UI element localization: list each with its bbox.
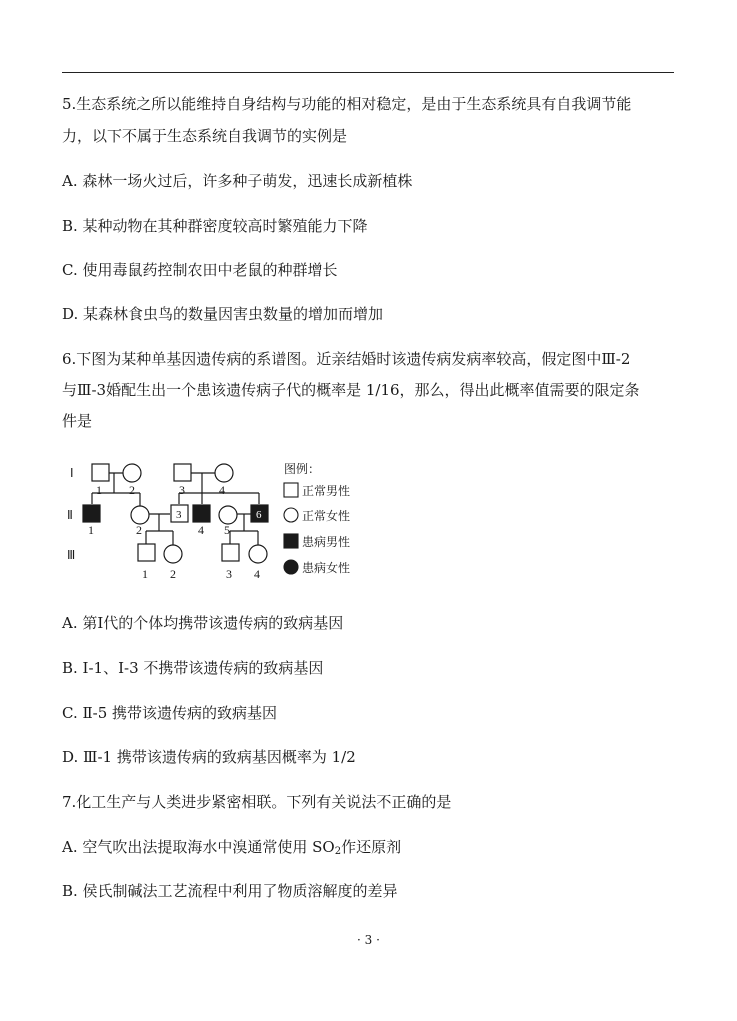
q6-stem-line2: 与Ⅲ-3婚配生出一个患该遗传病子代的概率是 1/16，那么，得出此概率值需要的限定条 [62, 381, 640, 399]
q5-option-a: A. 森林一场火过后，许多种子萌发，迅速长成新植株 [62, 172, 413, 190]
legend-affected-female-label: 患病女性 [302, 561, 351, 575]
pedigree-gen-label: Ⅲ [67, 548, 76, 562]
pedigree-i2-normal-female [123, 464, 141, 482]
pedigree-ii1-affected-male [83, 505, 100, 522]
pedigree-number: 4 [254, 567, 260, 581]
q7-option-b: B. 侯氏制碱法工艺流程中利用了物质溶解度的差异 [62, 882, 398, 900]
q6-stem-line3: 件是 [62, 412, 93, 430]
pedigree-number: 5 [224, 523, 230, 537]
q5-option-d: D. 某森林食虫鸟的数量因害虫数量的增加而增加 [62, 305, 384, 323]
pedigree-gen-label: Ⅰ [70, 466, 74, 480]
q7-option-a-text: A. 空气吹出法提取海水中溴通常使用 SO [62, 838, 335, 856]
legend-affected-female-symbol [284, 560, 298, 574]
pedigree-i3-normal-male [174, 464, 191, 481]
pedigree-ii4-affected-male [193, 505, 210, 522]
pedigree-iii2-normal-female [164, 545, 182, 563]
pedigree-ii2-normal-female [131, 506, 149, 524]
pedigree-number: 1 [96, 483, 102, 497]
q5-stem-line2: 力，以下不属于生态系统自我调节的实例是 [62, 127, 348, 145]
q6-option-c: C. Ⅱ-5 携带该遗传病的致病基因 [62, 704, 278, 722]
pedigree-iii3-normal-male [222, 544, 239, 561]
q6-option-a: A. 第Ⅰ代的个体均携带该遗传病的致病基因 [62, 614, 344, 632]
q5-option-c: C. 使用毒鼠药控制农田中老鼠的种群增长 [62, 261, 338, 279]
pedigree-number: 2 [170, 567, 176, 581]
pedigree-number: 3 [179, 483, 185, 497]
pedigree-number: 4 [198, 523, 204, 537]
q5-option-b: B. 某种动物在其种群密度较高时繁殖能力下降 [62, 217, 368, 235]
q7-option-a-tail: 作还原剂 [341, 838, 402, 856]
pedigree-number: 1 [88, 523, 94, 537]
q7-stem: 7.化工生产与人类进步紧密相联。下列有关说法不正确的是 [62, 793, 452, 811]
pedigree-ii5-normal-female [219, 506, 237, 524]
pedigree-number: 6 [256, 509, 262, 521]
pedigree-number: 4 [219, 483, 225, 497]
legend-normal-male-symbol [284, 483, 298, 497]
pedigree-number: 1 [142, 567, 148, 581]
pedigree-i4-normal-female [215, 464, 233, 482]
q6-option-d: D. Ⅲ-1 携带该遗传病的致病基因概率为 1/2 [62, 748, 356, 766]
page-number: · 3 · [357, 933, 380, 947]
header-rule [62, 72, 674, 73]
pedigree-number: 2 [129, 483, 135, 497]
q7-option-a-subscript: 2 [334, 846, 342, 857]
legend-affected-male-symbol [284, 534, 298, 548]
pedigree-number: 2 [136, 523, 142, 537]
legend-title: 图例： [284, 462, 321, 476]
q5-stem-line1: 5.生态系统之所以能维持自身结构与功能的相对稳定，是由于生态系统具有自我调节能 [62, 95, 632, 113]
pedigree-i1-normal-male [92, 464, 109, 481]
q7-option-a [62, 837, 401, 862]
legend-normal-female-label: 正常女性 [302, 509, 351, 523]
q6-option-b: B. Ⅰ-1、Ⅰ-3 不携带该遗传病的致病基因 [62, 659, 324, 677]
legend-normal-male-label: 正常男性 [302, 484, 351, 498]
pedigree-number: 3 [226, 567, 232, 581]
q6-stem-line1: 6.下图为某种单基因遗传病的系谱图。近亲结婚时该遗传病发病率较高，假定图中Ⅲ-2 [62, 350, 631, 368]
pedigree-chart [62, 455, 382, 587]
legend-normal-female-symbol [284, 508, 298, 522]
pedigree-number: 3 [176, 509, 182, 521]
pedigree-iii4-normal-female [249, 545, 267, 563]
pedigree-gen-label: Ⅱ [67, 508, 73, 522]
legend-affected-male-label: 患病男性 [302, 535, 351, 549]
pedigree-iii1-normal-male [138, 544, 155, 561]
